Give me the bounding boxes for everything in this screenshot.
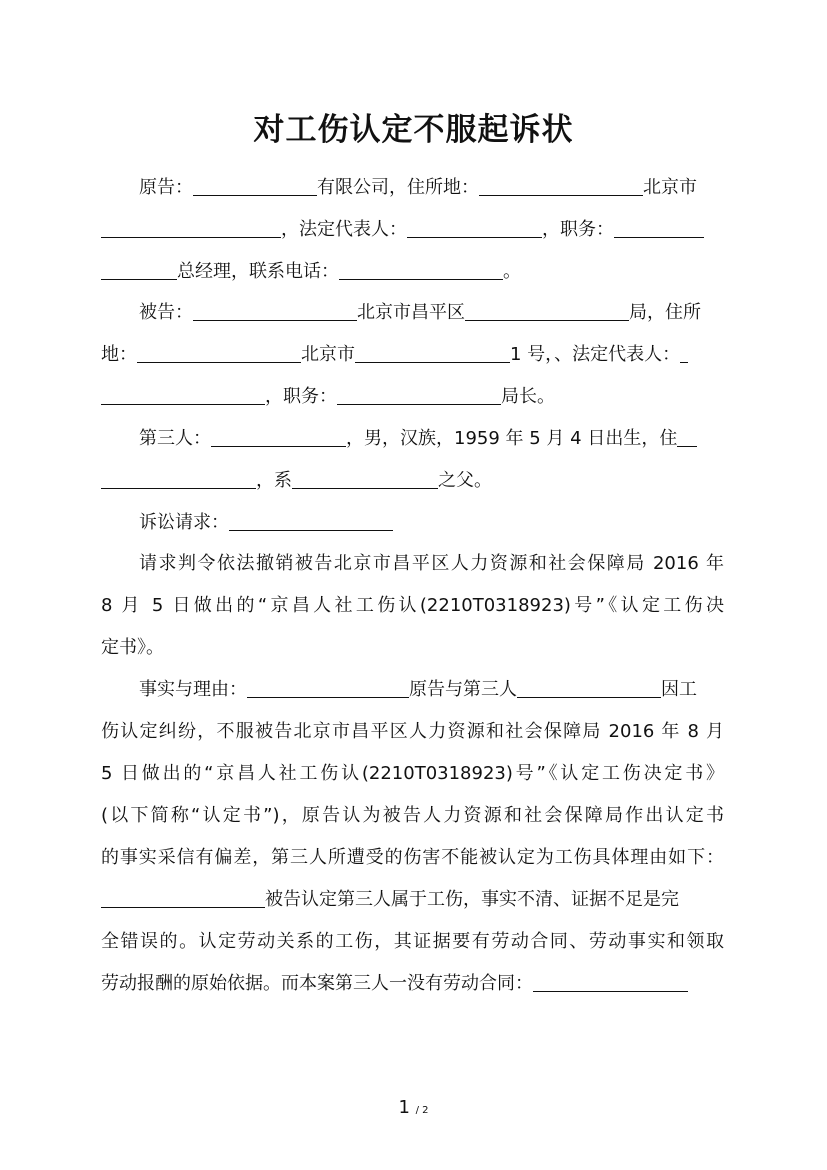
blank (247, 678, 409, 698)
plaintiff-line-2: ，法定代表人： ，职务： (101, 218, 724, 242)
blank (680, 343, 688, 363)
blank (101, 385, 265, 405)
blank (339, 260, 503, 280)
blank (614, 218, 704, 238)
defendant-line-2: 地： 北京市 1 号，、法定代表人： (101, 343, 724, 367)
blank (465, 301, 629, 321)
blank (517, 678, 661, 698)
claims-label-line: 诉讼请求： (139, 511, 724, 535)
facts-line-2: 伤认定纠纷，不服被告北京市昌平区人力资源和社会保障局 2016 年 8 月 (101, 721, 724, 742)
claims-line-1: 请求判令依法撤销被告北京市昌平区人力资源和社会保障局 2016 年 (139, 553, 724, 574)
plaintiff-line-1: 原告： 有限公司，住所地： 北京市 (139, 177, 697, 198)
facts-line-8: 劳动报酬的原始依据。而本案第三人一没有劳动合同： (101, 972, 724, 996)
defendant-line-3: ，职务： 局长。 (101, 385, 724, 409)
claims-line-2: 8 月 5 日做出的“京昌人社工伤认(2210T0318923)号”《认定工伤决 (101, 595, 724, 616)
document-title: 对工伤认定不服起诉状 (253, 112, 574, 148)
blank (479, 176, 643, 196)
facts-line-6: 被告认定第三人属于工伤，事实不清、证据不足是完 (101, 888, 724, 912)
claims-line-3: 定书》。 (101, 637, 164, 658)
facts-line-5: 的事实采信有偏差，第三人所遭受的伤害不能被认定为工伤具体理由如下： (101, 847, 724, 868)
page-number: 1 / 2 (398, 1097, 429, 1118)
blank (211, 427, 346, 447)
blank (677, 427, 697, 447)
facts-line-4: (以下简称“认定书”)，原告认为被告人力资源和社会保障局作出认定书 (101, 805, 724, 826)
blank (137, 343, 301, 363)
facts-line-7: 全错误的。认定劳动关系的工伤，其证据要有劳动合同、劳动事实和领取 (101, 931, 724, 952)
third-party-line-1: 第三人： ，男，汉族，1959 年 5 月 4 日出生，住 (139, 427, 724, 451)
blank (193, 176, 317, 196)
facts-line-1: 事实与理由： 原告与第三人 因工 (139, 679, 697, 700)
blank (407, 218, 542, 238)
blank (337, 385, 501, 405)
blank (101, 260, 177, 280)
defendant-line-1: 被告： 北京市昌平区 局，住所 (139, 302, 701, 323)
third-party-line-2: ，系 之父。 (101, 469, 724, 493)
plaintiff-line-3: 总经理，联系电话： 。 (101, 260, 724, 284)
facts-line-3: 5 日做出的“京昌人社工伤认(2210T0318923)号”《认定工伤决定书》 (101, 763, 724, 784)
blank (101, 469, 256, 489)
blank (292, 469, 438, 489)
blank (101, 888, 265, 908)
blank (533, 972, 688, 992)
blank (229, 511, 393, 531)
blank (355, 343, 510, 363)
blank (193, 301, 357, 321)
blank (101, 218, 281, 238)
